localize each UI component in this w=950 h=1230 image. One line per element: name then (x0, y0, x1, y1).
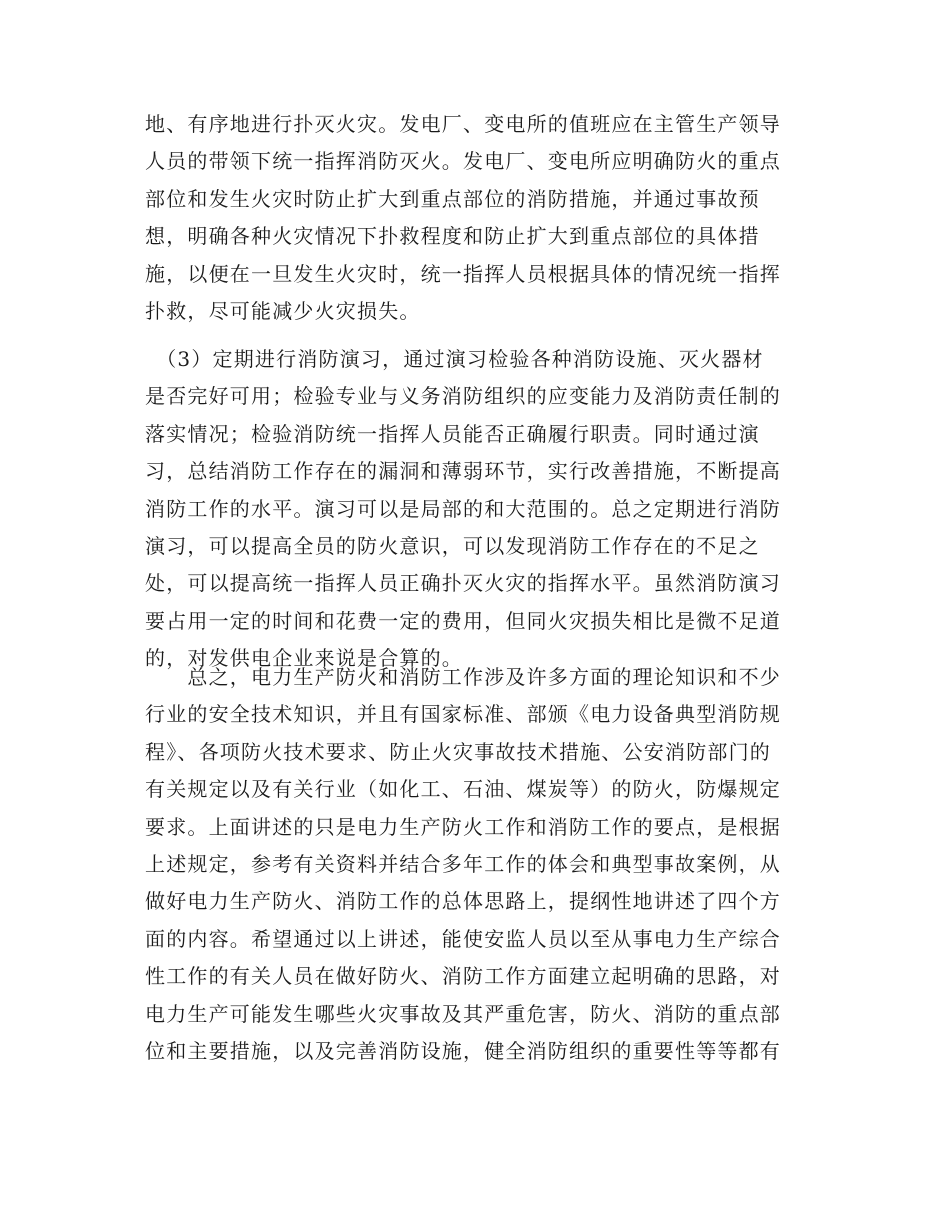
text-line: 的，对发供电企业来说是合算的。 (145, 646, 463, 671)
text-line: 总之，电力生产防火和消防工作涉及许多方面的理论知识和不少 (145, 665, 781, 689)
text-line: 程》、各项防火技术要求、防止火灾事故技术措施、公安消防部门的 (145, 739, 771, 764)
text-line: 部位和发生火灾时防止扩大到重点部位的消防措施，并通过事故预 (145, 186, 760, 211)
text-line: 面的内容。希望通过以上讲述，能使安监人员以至从事电力生产综合 (145, 926, 781, 951)
text-line: 位和主要措施，以及完善消防设施，健全消防组织的重要性等等都有 (145, 1038, 781, 1063)
paragraph-fire-command (145, 106, 815, 330)
text-line: 行业的安全技术知识，并且有国家标准、部颁《电力设备典型消防规 (145, 702, 781, 727)
text-line: 电力生产可能发生哪些火灾事故及其严重危害，防火、消防的重点部 (145, 1001, 781, 1026)
text-line: 人员的带领下统一指挥消防灭火。发电厂、变电所应明确防火的重点 (145, 149, 781, 174)
text-line: 习，总结消防工作存在的漏洞和薄弱环节，实行改善措施，不断提高 (145, 459, 781, 484)
text-line: 地、有序地进行扑灭火灾。发电厂、变电所的值班应在主管生产领导 (145, 112, 781, 136)
text-line: 做好电力生产防火、消防工作的总体思路上，提纲性地讲述了四个方 (145, 889, 781, 914)
text-line: 落实情况；检验消防统一指挥人员能否正确履行职责。同时通过演 (145, 421, 760, 446)
text-line: 有关规定以及有关行业（如化工、石油、煤炭等）的防火，防爆规定 (145, 777, 781, 802)
text-line: 扑救，尽可能减少火灾损失。 (145, 298, 421, 323)
text-line: 施，以便在一旦发生火灾时，统一指挥人员根据具体的情况统一指挥 (145, 261, 781, 286)
text-line: 要求。上面讲述的只是电力生产防火工作和消防工作的要点，是根据 (145, 814, 781, 839)
text-line: 是否完好可用；检验专业与义务消防组织的应变能力及消防责任制的 (145, 384, 781, 409)
text-line: 演习，可以提高全员的防火意识，可以发现消防工作存在的不足之 (145, 533, 760, 558)
text-line: 性工作的有关人员在做好防火、消防工作方面建立起明确的思路，对 (145, 964, 781, 989)
text-line: 处，可以提高统一指挥人员正确扑灭火灾的指挥水平。虽然消防演习 (145, 571, 781, 596)
text-line: 上述规定，参考有关资料并结合多年工作的体会和典型事故案例，从 (145, 851, 781, 876)
paragraph-fire-drills (145, 341, 815, 678)
text-line: 想，明确各种火灾情况下扑救程度和防止扩大到重点部位的具体措 (145, 224, 760, 249)
text-line: 要占用一定的时间和花费一定的费用，但同火灾损失相比是微不足道 (145, 608, 781, 633)
text-line: （3）定期进行消防演习，通过演习检验各种消防设施、灭火器材 (145, 347, 764, 371)
text-line: 消防工作的水平。演习可以是局部的和大范围的。总之定期进行消防 (145, 496, 781, 521)
paragraph-summary (145, 659, 815, 1070)
